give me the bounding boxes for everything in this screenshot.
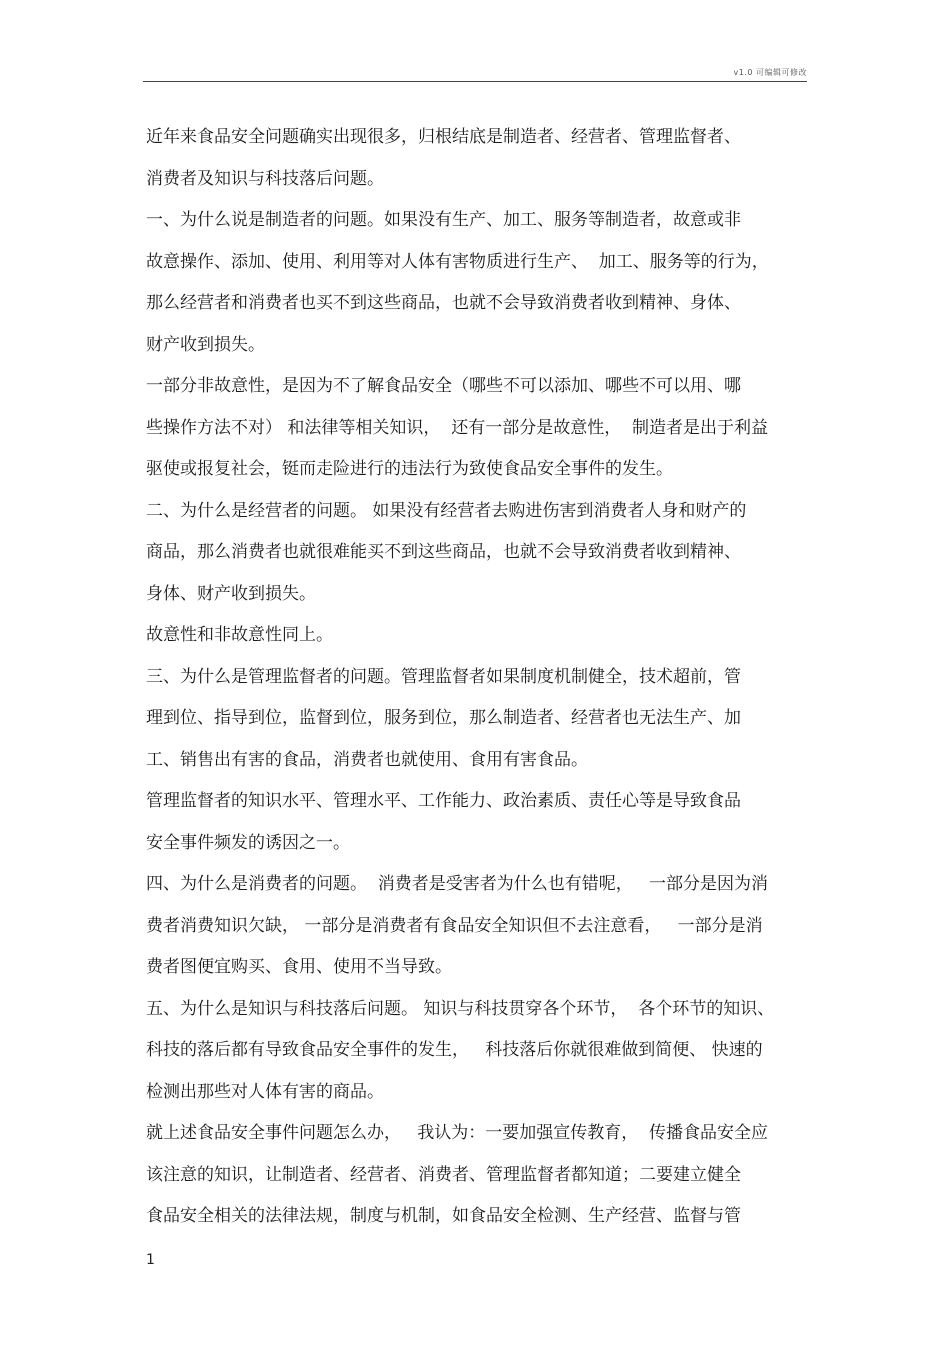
text-line: 食品安全相关的法律法规，制度与机制，如食品安全检测、生产经营、监督与管 bbox=[146, 1206, 741, 1226]
text-line: 四、为什么是消费者的问题。 消费者是受害者为什么也有错呢， 一部分是因为消 bbox=[146, 874, 769, 894]
text-line: 科技的落后都有导致食品安全事件的发生， 科技落后你就很难做到简便、 快速的 bbox=[146, 1040, 763, 1060]
text-line: 理到位、指导到位，监督到位，服务到位，那么制造者、经营者也无法生产、加 bbox=[146, 708, 741, 728]
text-line: 一、为什么说是制造者的问题。如果没有生产、加工、服务等制造者，故意或非 bbox=[146, 210, 741, 230]
text-line: 商品，那么消费者也就很难能买不到这些商品，也就不会导致消费者收到精神、 bbox=[146, 542, 741, 562]
text-line: 二、为什么是经营者的问题。 如果没有经营者去购进伤害到消费者人身和财产的 bbox=[146, 500, 747, 521]
header-version-note: v1.0 可编辑可修改 bbox=[733, 68, 807, 77]
document-body bbox=[146, 117, 826, 1238]
page-number: 1 bbox=[146, 1252, 155, 1268]
text-line: 五、为什么是知识与科技落后问题。 知识与科技贯穿各个环节， 各个环节的知识、 bbox=[146, 998, 775, 1019]
text-line: 安全事件频发的诱因之一。 bbox=[146, 832, 350, 853]
text-line: 近年来食品安全问题确实出现很多，归根结底是制造者、经营者、管理监督者、 bbox=[146, 127, 741, 147]
text-line: 故意操作、添加、使用、利用等对人体有害物质进行生产、 加工、服务等的行为， bbox=[146, 251, 769, 272]
text-line: 财产收到损失。 bbox=[146, 334, 265, 355]
text-line: 管理监督者的知识水平、管理水平、工作能力、政治素质、责任心等是导致食品 bbox=[146, 791, 741, 811]
text-line: 身体、财产收到损失。 bbox=[146, 583, 316, 604]
text-line: 故意性和非故意性同上。 bbox=[146, 625, 333, 645]
text-line: 驱使或报复社会，铤而走险进行的违法行为致使食品安全事件的发生。 bbox=[146, 459, 673, 479]
text-line: 就上述食品安全事件问题怎么办， 我认为：一要加强宣传教育， 传播食品安全应 bbox=[146, 1123, 769, 1143]
text-line: 些操作方法不对） 和法律等相关知识， 还有一部分是故意性， 制造者是出于利益 bbox=[146, 417, 769, 438]
text-line: 费者消费知识欠缺， 一部分是消费者有食品安全知识但不去注意看， 一部分是消 bbox=[146, 915, 763, 936]
text-line: 检测出那些对人体有害的商品。 bbox=[146, 1081, 384, 1102]
text-line: 消费者及知识与科技落后问题。 bbox=[146, 168, 384, 189]
text-line: 那么经营者和消费者也买不到这些商品，也就不会导致消费者收到精神、身体、 bbox=[146, 293, 741, 313]
text-line: 三、为什么是管理监督者的问题。管理监督者如果制度机制健全，技术超前，管 bbox=[146, 666, 741, 687]
text-line: 一部分非故意性，是因为不了解食品安全（哪些不可以添加、哪些不可以用、哪 bbox=[146, 376, 741, 396]
text-line: 工、销售出有害的食品，消费者也就使用、食用有害食品。 bbox=[146, 749, 588, 770]
text-line: 费者图便宜购买、食用、使用不当导致。 bbox=[146, 957, 452, 977]
text-line: 该注意的知识，让制造者、经营者、消费者、管理监督者都知道；二要建立健全 bbox=[146, 1164, 741, 1185]
header-rule bbox=[143, 81, 807, 82]
